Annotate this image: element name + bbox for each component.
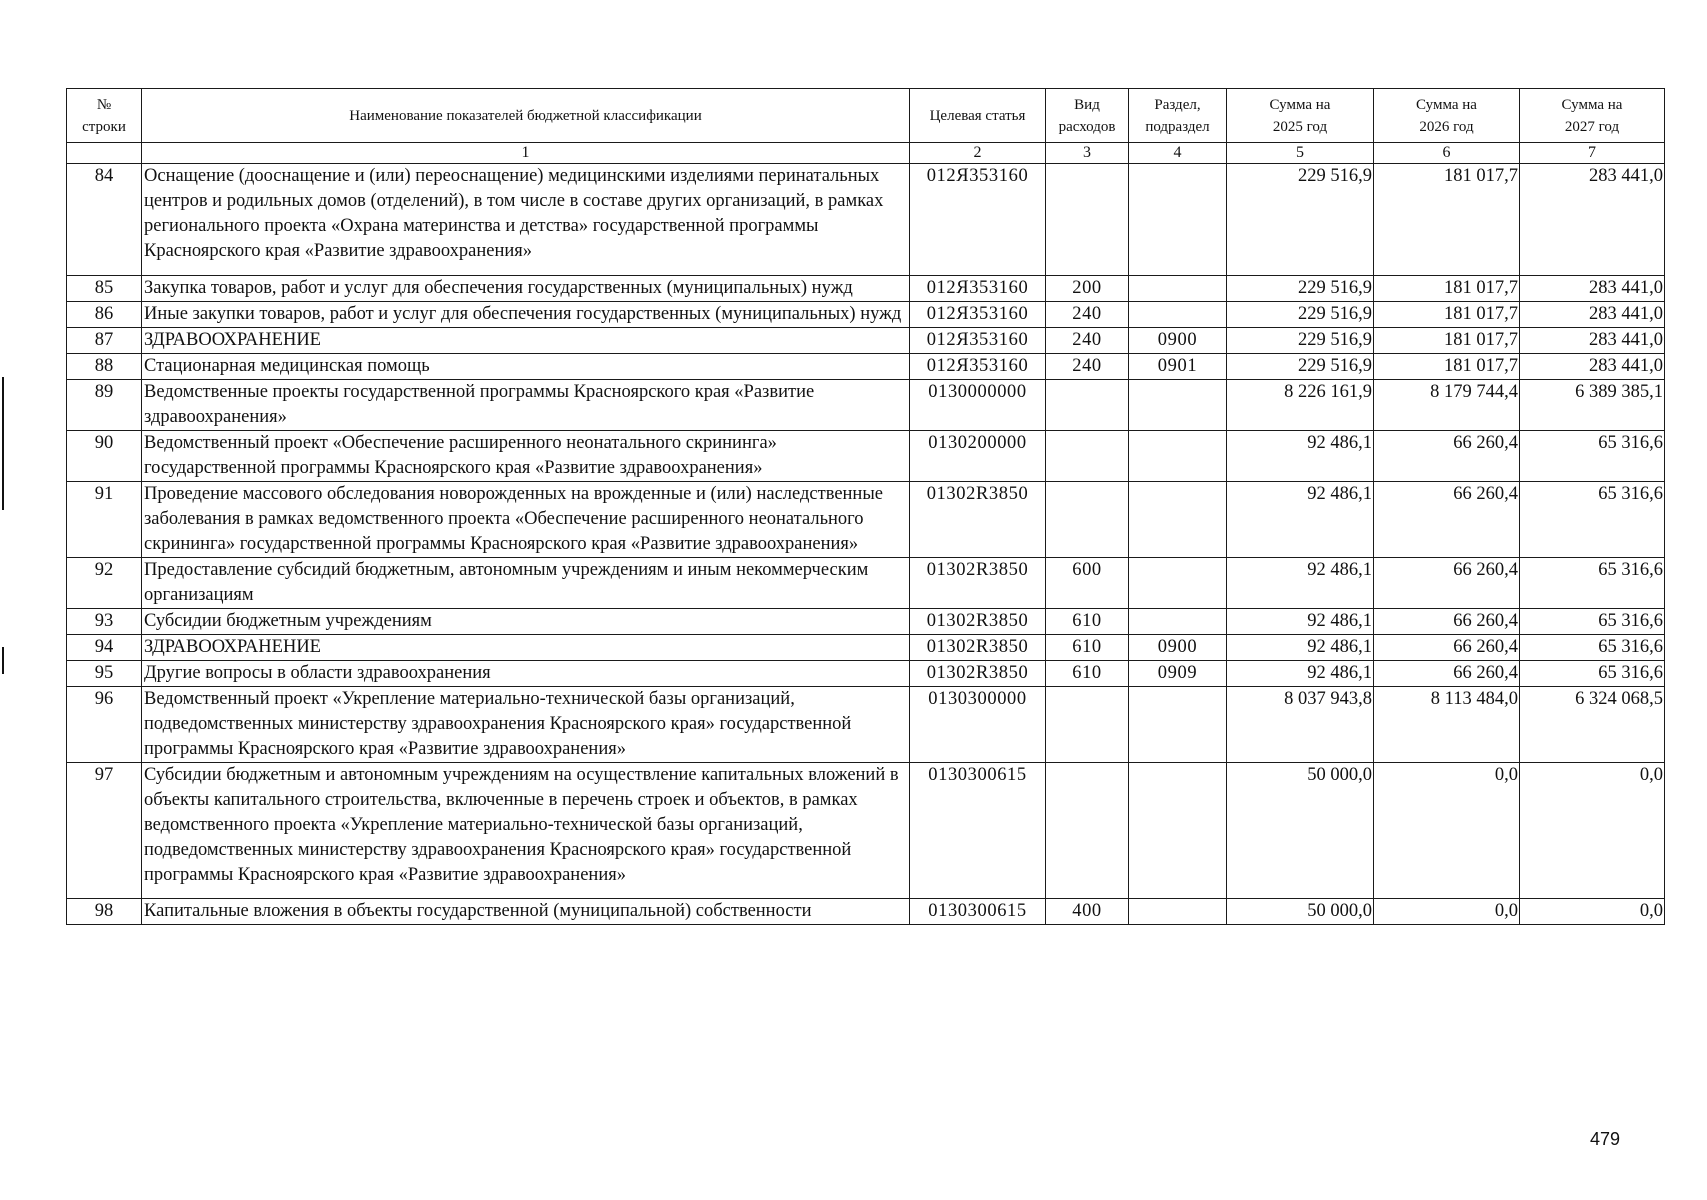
indicator-name-cell: Субсидии бюджетным и автономным учреждениям на осуществление капитальных вложений в объекты капитального строительства, включенные в перечень строек и объектов, в рамках ведомственного проекта «Укрепление материально-технической базы организаций, подведомственных министерству здравоохранения Красноярского края» государственной программы Красноярского края «Развитие здравоохранения» — [142, 763, 910, 899]
table-row — [67, 164, 1665, 276]
section-cell — [1129, 558, 1227, 609]
table-row — [67, 482, 1665, 558]
expense-type-cell — [1046, 380, 1129, 431]
sum-2026-cell: 66 260,4 — [1374, 661, 1520, 687]
row-number-cell: 85 — [67, 276, 142, 302]
target-article-cell: 01302R3850 — [910, 482, 1046, 558]
sum-2025-cell: 92 486,1 — [1227, 609, 1374, 635]
row-number-cell: 98 — [67, 899, 142, 925]
expense-type-cell: 610 — [1046, 661, 1129, 687]
expense-type-cell: 610 — [1046, 609, 1129, 635]
sum-2025-cell: 229 516,9 — [1227, 328, 1374, 354]
expense-type-cell: 400 — [1046, 899, 1129, 925]
header-sum-2025: Сумма на 2025 год — [1227, 89, 1374, 143]
row-number-cell: 90 — [67, 431, 142, 482]
row-number-cell: 97 — [67, 763, 142, 899]
header-sum-2027: Сумма на 2027 год — [1520, 89, 1665, 143]
indicator-name-cell: Проведение массового обследования новорожденных на врожденные и (или) наследственные заболевания в рамках ведомственного проекта «Обеспечение расширенного неонатального скрининга» государственной программы Красноярского края «Развитие здравоохранения» — [142, 482, 910, 558]
sum-2027-cell: 65 316,6 — [1520, 431, 1665, 482]
section-cell — [1129, 380, 1227, 431]
column-number-row — [67, 143, 1665, 164]
table-row — [67, 354, 1665, 380]
expense-type-cell — [1046, 763, 1129, 899]
sum-2027-cell: 65 316,6 — [1520, 482, 1665, 558]
target-article-cell: 012Я353160 — [910, 276, 1046, 302]
margin-mark — [2, 377, 4, 510]
header-row — [67, 89, 1665, 143]
table-row — [67, 558, 1665, 609]
indicator-name-cell: Предоставление субсидий бюджетным, автономным учреждениям и иным некоммерческим организациям — [142, 558, 910, 609]
row-number-cell: 92 — [67, 558, 142, 609]
table-row — [67, 635, 1665, 661]
sum-2026-cell: 8 179 744,4 — [1374, 380, 1520, 431]
row-number-cell: 84 — [67, 164, 142, 276]
sum-2025-cell: 229 516,9 — [1227, 354, 1374, 380]
row-number-cell: 87 — [67, 328, 142, 354]
column-number: 3 — [1046, 143, 1129, 164]
section-cell — [1129, 609, 1227, 635]
row-number-cell: 86 — [67, 302, 142, 328]
sum-2027-cell: 0,0 — [1520, 899, 1665, 925]
expense-type-cell — [1046, 482, 1129, 558]
indicator-name-cell: Оснащение (дооснащение и (или) переоснащение) медицинскими изделиями перинатальных центров и родильных домов (отделений), в том числе в составе других организаций, в рамках регионального проекта «Охрана материнства и детства» государственной программы Красноярского края «Развитие здравоохранения» — [142, 164, 910, 276]
target-article-cell: 0130300615 — [910, 899, 1046, 925]
indicator-name-cell: Закупка товаров, работ и услуг для обеспечения государственных (муниципальных) нужд — [142, 276, 910, 302]
expense-type-cell: 240 — [1046, 328, 1129, 354]
sum-2027-cell: 283 441,0 — [1520, 354, 1665, 380]
sum-2027-cell: 283 441,0 — [1520, 164, 1665, 276]
target-article-cell: 01302R3850 — [910, 635, 1046, 661]
expense-type-cell: 600 — [1046, 558, 1129, 609]
indicator-name-cell: Иные закупки товаров, работ и услуг для обеспечения государственных (муниципальных) нужд — [142, 302, 910, 328]
header-expense-type: Вид расходов — [1046, 89, 1129, 143]
target-article-cell: 012Я353160 — [910, 328, 1046, 354]
target-article-cell: 01302R3850 — [910, 661, 1046, 687]
table-row — [67, 431, 1665, 482]
table-row — [67, 380, 1665, 431]
sum-2025-cell: 92 486,1 — [1227, 558, 1374, 609]
sum-2025-cell: 92 486,1 — [1227, 635, 1374, 661]
column-number: 2 — [910, 143, 1046, 164]
column-number — [67, 143, 142, 164]
sum-2026-cell: 181 017,7 — [1374, 354, 1520, 380]
section-cell: 0900 — [1129, 328, 1227, 354]
row-number-cell: 93 — [67, 609, 142, 635]
table-row — [67, 661, 1665, 687]
target-article-cell: 01302R3850 — [910, 609, 1046, 635]
sum-2026-cell: 181 017,7 — [1374, 164, 1520, 276]
sum-2025-cell: 229 516,9 — [1227, 164, 1374, 276]
page-number: 479 — [1590, 1129, 1621, 1149]
row-number-cell: 95 — [67, 661, 142, 687]
indicator-name-cell: Ведомственный проект «Укрепление материально-технической базы организаций, подведомственных министерству здравоохранения Красноярского края» государственной программы Красноярского края «Развитие здравоохранения» — [142, 687, 910, 763]
table-row — [67, 899, 1665, 925]
sum-2026-cell: 181 017,7 — [1374, 276, 1520, 302]
header-indicator-name: Наименование показателей бюджетной классификации — [142, 89, 910, 143]
table-row — [67, 276, 1665, 302]
sum-2025-cell: 8 226 161,9 — [1227, 380, 1374, 431]
sum-2026-cell: 181 017,7 — [1374, 302, 1520, 328]
row-number-cell: 88 — [67, 354, 142, 380]
header-target-article: Целевая статья — [910, 89, 1046, 143]
sum-2025-cell: 50 000,0 — [1227, 763, 1374, 899]
sum-2027-cell: 65 316,6 — [1520, 661, 1665, 687]
sum-2027-cell: 65 316,6 — [1520, 558, 1665, 609]
section-cell — [1129, 276, 1227, 302]
target-article-cell: 0130300615 — [910, 763, 1046, 899]
table-row — [67, 763, 1665, 899]
sum-2025-cell: 229 516,9 — [1227, 276, 1374, 302]
expense-type-cell — [1046, 164, 1129, 276]
column-number: 5 — [1227, 143, 1374, 164]
sum-2026-cell: 66 260,4 — [1374, 482, 1520, 558]
indicator-name-cell: Ведомственные проекты государственной программы Красноярского края «Развитие здравоохранения» — [142, 380, 910, 431]
header-row-number: № строки — [67, 89, 142, 143]
section-cell: 0909 — [1129, 661, 1227, 687]
indicator-name-cell: Стационарная медицинская помощь — [142, 354, 910, 380]
header-sum-2026: Сумма на 2026 год — [1374, 89, 1520, 143]
indicator-name-cell: ЗДРАВООХРАНЕНИЕ — [142, 635, 910, 661]
section-cell — [1129, 164, 1227, 276]
indicator-name-cell: ЗДРАВООХРАНЕНИЕ — [142, 328, 910, 354]
indicator-name-cell: Капитальные вложения в объекты государственной (муниципальной) собственности — [142, 899, 910, 925]
sum-2025-cell: 92 486,1 — [1227, 661, 1374, 687]
row-number-cell: 96 — [67, 687, 142, 763]
sum-2026-cell: 66 260,4 — [1374, 609, 1520, 635]
sum-2026-cell: 66 260,4 — [1374, 635, 1520, 661]
column-number: 6 — [1374, 143, 1520, 164]
expense-type-cell — [1046, 687, 1129, 763]
sum-2027-cell: 6 389 385,1 — [1520, 380, 1665, 431]
target-article-cell: 01302R3850 — [910, 558, 1046, 609]
row-number-cell: 89 — [67, 380, 142, 431]
table-row — [67, 328, 1665, 354]
target-article-cell: 0130300000 — [910, 687, 1046, 763]
expense-type-cell: 610 — [1046, 635, 1129, 661]
sum-2027-cell: 283 441,0 — [1520, 302, 1665, 328]
sum-2026-cell: 0,0 — [1374, 763, 1520, 899]
sum-2025-cell: 92 486,1 — [1227, 431, 1374, 482]
target-article-cell: 012Я353160 — [910, 354, 1046, 380]
sum-2027-cell: 0,0 — [1520, 763, 1665, 899]
sum-2027-cell: 65 316,6 — [1520, 609, 1665, 635]
column-number: 4 — [1129, 143, 1227, 164]
indicator-name-cell: Субсидии бюджетным учреждениям — [142, 609, 910, 635]
expense-type-cell: 200 — [1046, 276, 1129, 302]
budget-table — [66, 88, 1665, 925]
table-body — [67, 164, 1665, 925]
sum-2027-cell: 65 316,6 — [1520, 635, 1665, 661]
header-section: Раздел, подраздел — [1129, 89, 1227, 143]
target-article-cell: 0130200000 — [910, 431, 1046, 482]
indicator-name-cell: Ведомственный проект «Обеспечение расширенного неонатального скрининга» государственной программы Красноярского края «Развитие здравоохранения» — [142, 431, 910, 482]
column-number: 1 — [142, 143, 910, 164]
sum-2025-cell: 50 000,0 — [1227, 899, 1374, 925]
sum-2026-cell: 0,0 — [1374, 899, 1520, 925]
expense-type-cell: 240 — [1046, 302, 1129, 328]
section-cell: 0900 — [1129, 635, 1227, 661]
sum-2027-cell: 283 441,0 — [1520, 328, 1665, 354]
section-cell: 0901 — [1129, 354, 1227, 380]
target-article-cell: 012Я353160 — [910, 164, 1046, 276]
sum-2025-cell: 92 486,1 — [1227, 482, 1374, 558]
section-cell — [1129, 482, 1227, 558]
section-cell — [1129, 302, 1227, 328]
expense-type-cell: 240 — [1046, 354, 1129, 380]
sum-2025-cell: 8 037 943,8 — [1227, 687, 1374, 763]
indicator-name-cell: Другие вопросы в области здравоохранения — [142, 661, 910, 687]
section-cell — [1129, 687, 1227, 763]
row-number-cell: 94 — [67, 635, 142, 661]
sum-2027-cell: 283 441,0 — [1520, 276, 1665, 302]
sum-2026-cell: 181 017,7 — [1374, 328, 1520, 354]
sum-2026-cell: 66 260,4 — [1374, 558, 1520, 609]
sum-2026-cell: 66 260,4 — [1374, 431, 1520, 482]
target-article-cell: 012Я353160 — [910, 302, 1046, 328]
sum-2026-cell: 8 113 484,0 — [1374, 687, 1520, 763]
table-row — [67, 609, 1665, 635]
section-cell — [1129, 763, 1227, 899]
sum-2027-cell: 6 324 068,5 — [1520, 687, 1665, 763]
row-number-cell: 91 — [67, 482, 142, 558]
table-row — [67, 687, 1665, 763]
table-row — [67, 302, 1665, 328]
section-cell — [1129, 899, 1227, 925]
expense-type-cell — [1046, 431, 1129, 482]
margin-mark — [2, 647, 4, 674]
target-article-cell: 0130000000 — [910, 380, 1046, 431]
column-number: 7 — [1520, 143, 1665, 164]
sum-2025-cell: 229 516,9 — [1227, 302, 1374, 328]
section-cell — [1129, 431, 1227, 482]
